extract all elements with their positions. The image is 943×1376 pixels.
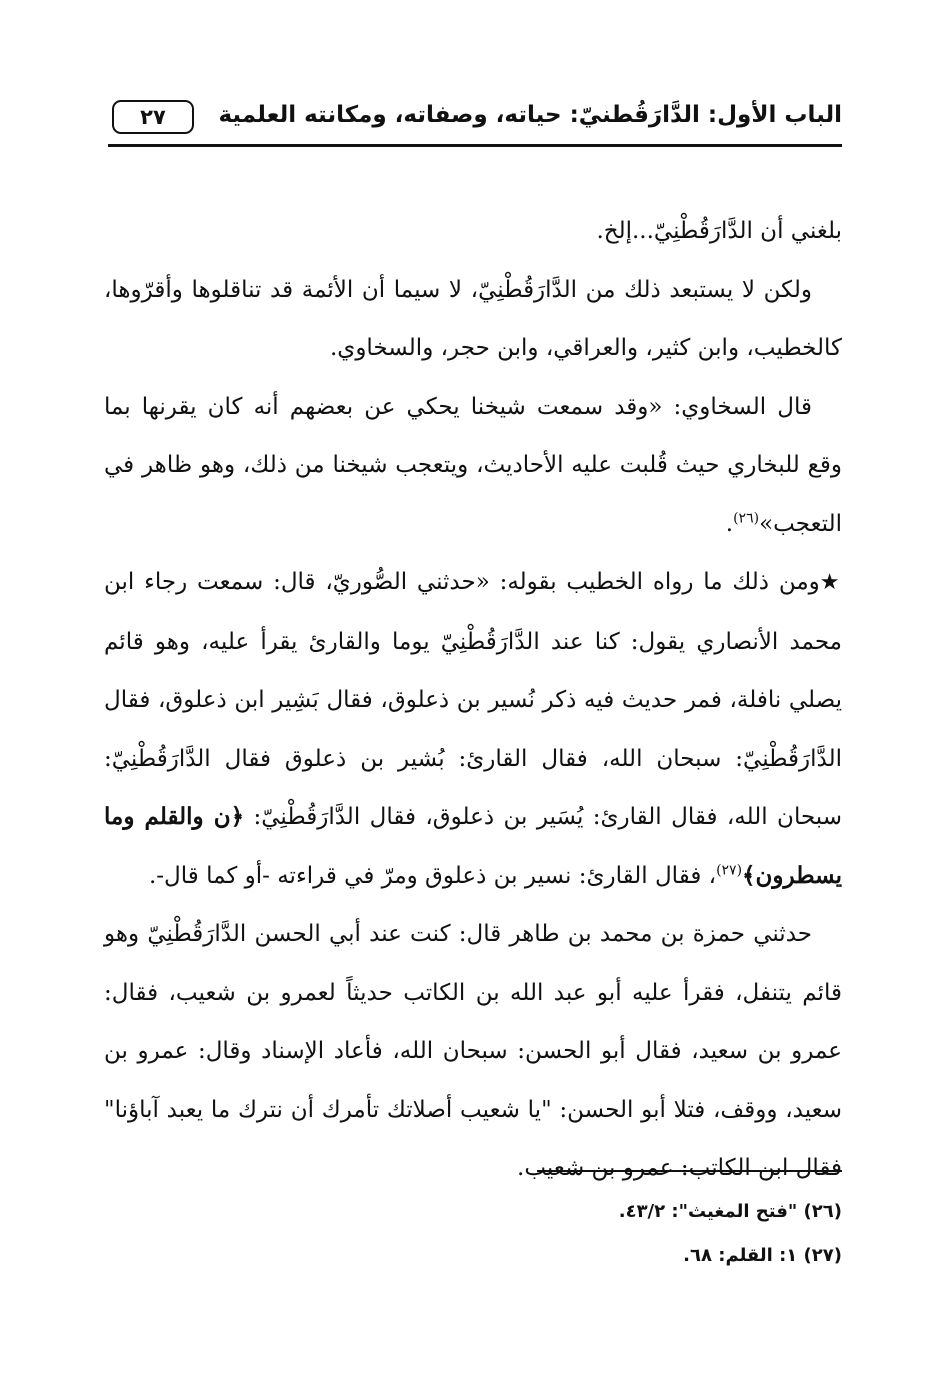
footnotes — [104, 1190, 842, 1278]
header-divider — [108, 144, 842, 147]
footnote-ref-27: (٢٧) — [716, 861, 743, 878]
star-icon: ★ — [819, 570, 842, 595]
page-number-badge: ٢٧ — [112, 100, 194, 134]
footnote-26: (٢٦) "فتح المغيث": ٤٣/٢. — [618, 1201, 842, 1222]
footnote-divider — [537, 1170, 842, 1172]
main-text — [104, 202, 842, 1198]
quran-verse: ﴿ن والقلم وما يسطرون﴾ — [104, 803, 842, 889]
page-header — [108, 96, 842, 146]
footnote-27: (٢٧) ١: القلم: ٦٨. — [683, 1245, 842, 1266]
paragraph-5: حدثني حمزة بن محمد بن طاهر قال: كنت عند أبي الحسن الدَّارَقُطْنِيّ وهو قائم يتنفل، فقرأ عليه أبو عبد الله بن الكاتب حديثاً لعمرو بن شعيب، فقال: عمرو بن سعيد، فقال أبو الحسن: سبحان الله، فأعاد الإسناد وقال: عمرو بن سعيد، ووقف، فتلا أبو الحسن: "يا شعيب أصلاتك تأمرك أن نترك ما يعبد آباؤنا" فقال ابن الكاتب: عمرو بن شعيب. — [104, 921, 842, 1181]
paragraph-4-text-b: ، فقال القارئ: نسير بن ذعلوق ومرّ في قراءته -أو كما قال-. — [148, 862, 717, 889]
chapter-title: الباب الأول: الدَّارَقُطنيّ: حياته، وصفاته، ومكانته العلمية — [218, 102, 842, 128]
paragraph-4 — [104, 553, 842, 905]
paragraph-2: ولكن لا يستبعد ذلك من الدَّارَقُطْنِيّ، لا سيما أن الأئمة قد تناقلوها وأقرّوها، كالخطيب، وابن كثير، والعراقي، وابن حجر، والسخاوي. — [104, 276, 842, 361]
paragraph-4-text-a: ومن ذلك ما رواه الخطيب بقوله: «حدثني الصُّوريّ، قال: سمعت رجاء ابن محمد الأنصاري يقول: كنا عند الدَّارَقُطْنِيّ يوما والقارئ يقرأ عليه، وهو قائم يصلي نافلة، فمر حديث فيه ذكر نُسير بن ذعلوق، فقال بَشِير ابن ذعلوق، فقال الدَّارَقُطْنِيّ: سبحان الله، فقال القارئ: بُشير بن ذعلوق فقال الدَّارَقُطْنِيّ: سبحان الله، فقال القارئ: يُسَير بن ذعلوق، فقال الدَّارَقُطْنِيّ: — [104, 569, 843, 830]
paragraph-3 — [104, 378, 842, 554]
paragraph-1: بلغني أن الدَّارَقُطْنِيّ...إلخ. — [596, 218, 842, 244]
paragraph-3-end: . — [725, 510, 734, 537]
footnote-ref-26: (٢٦) — [733, 509, 760, 526]
paragraph-3-text: قال السخاوي: «وقد سمعت شيخنا يحكي عن بعضهم أنه كان يقرنها بما وقع للبخاري حيث قُلبت عليه الأحاديث، ويتعجب شيخنا من ذلك، وهو ظاهر في التعجب» — [104, 393, 842, 537]
